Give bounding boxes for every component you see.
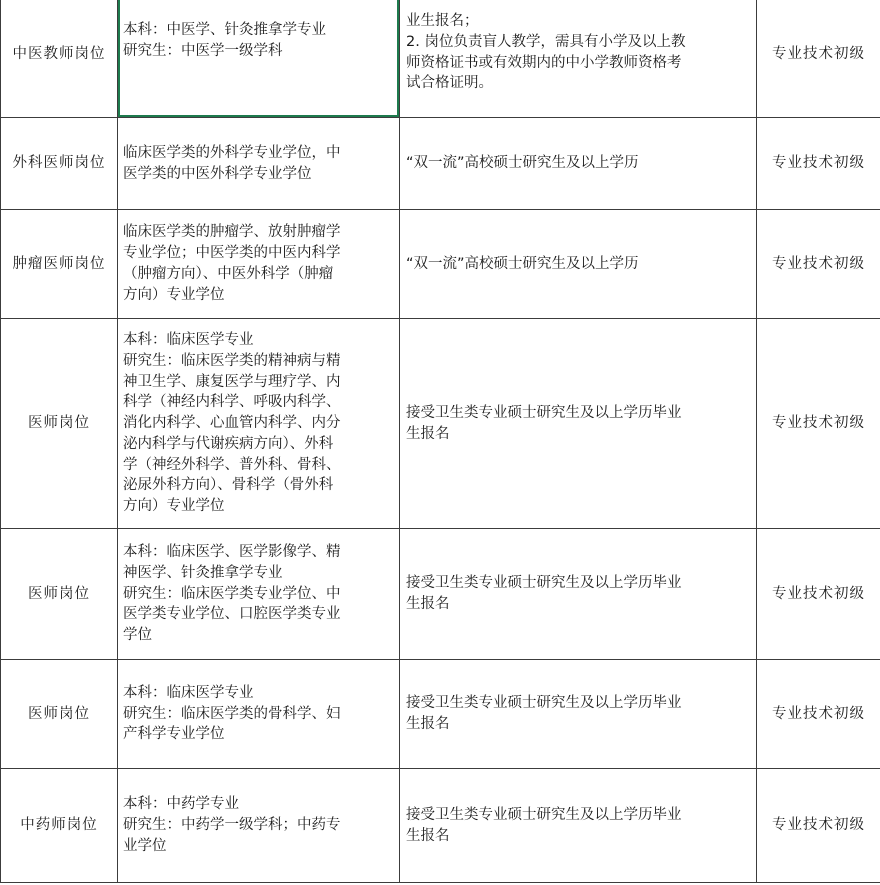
major-line: 业学位	[123, 837, 167, 854]
requirement-line: “双一流”高校硕士研究生及以上学历	[406, 155, 639, 172]
major-line: 医学类的中医外科学专业学位	[123, 165, 312, 182]
major-line: 研究生：临床医学类的精神病与精	[123, 352, 341, 369]
major-line: 专业学位；中医学类的中医内科学	[123, 245, 341, 262]
major-cell[interactable]	[118, 118, 400, 210]
table-row[interactable]	[1, 210, 880, 319]
major-line: 科学（神经内科学、呼吸内科学、	[123, 394, 341, 411]
requirement-line: 师资格证书或有效期内的中小学教师资格考	[406, 54, 682, 71]
table-row[interactable]	[1, 660, 880, 769]
major-line: 研究生：中医学一级学科	[123, 42, 283, 59]
major-line: 神医学、针灸推拿学专业	[123, 564, 283, 581]
position-cell[interactable]: 中药师岗位	[1, 769, 118, 883]
major-line: （肿瘤方向）、中医外科学（肿瘤	[123, 266, 334, 282]
requirement-line: 生报名	[406, 716, 450, 732]
requirement-cell[interactable]	[400, 769, 757, 883]
major-cell[interactable]	[118, 529, 400, 660]
major-line: 本科：临床医学专业	[123, 331, 254, 348]
major-line: 本科：中药学专业	[123, 796, 239, 813]
requirement-cell[interactable]	[400, 210, 757, 319]
requirement-line: 接受卫生类专业硕士研究生及以上学历毕业	[406, 575, 682, 592]
major-cell[interactable]	[118, 319, 400, 529]
major-line: 医学类专业学位、口腔医学类专业	[123, 606, 341, 623]
requirement-line: 生报名	[406, 827, 450, 844]
major-line: 本科：临床医学专业	[123, 684, 254, 701]
requirement-cell[interactable]	[400, 529, 757, 660]
major-line: 产科学专业学位	[123, 726, 225, 743]
clipped-requirement-line	[406, 0, 750, 11]
major-line: 消化内科学、心血管内科学、内分	[123, 415, 341, 432]
position-cell[interactable]: 医师岗位	[1, 529, 118, 660]
level-cell[interactable]: 专业技术初级	[757, 210, 880, 319]
position-cell[interactable]: 肿瘤医师岗位	[1, 210, 118, 319]
table-row[interactable]	[1, 0, 880, 118]
major-line: 方向）专业学位	[123, 286, 225, 303]
major-line: 神卫生学、康复医学与理疗学、内	[123, 373, 341, 390]
requirement-line: 接受卫生类专业硕士研究生及以上学历毕业	[406, 806, 682, 823]
major-line: 学位	[123, 627, 152, 644]
level-cell[interactable]: 专业技术初级	[757, 319, 880, 529]
requirement-line: 接受卫生类专业硕士研究生及以上学历毕业	[406, 695, 682, 712]
position-cell[interactable]: 医师岗位	[1, 660, 118, 769]
table-row[interactable]	[1, 529, 880, 660]
requirement-line: 试合格证明。	[406, 75, 493, 92]
requirement-line: 接受卫生类专业硕士研究生及以上学历毕业	[406, 404, 682, 421]
requirement-line: 2. 岗位负责盲人教学，需具有小学及以上教	[406, 33, 686, 50]
major-line: 本科：中医学、针灸推拿学专业	[123, 22, 326, 38]
requirement-cell[interactable]	[400, 319, 757, 529]
major-line: 方向）专业学位	[123, 498, 225, 515]
requirement-cell[interactable]	[400, 0, 757, 118]
major-cell[interactable]	[118, 210, 400, 319]
requirement-line: 生报名	[406, 425, 450, 442]
requirement-line: 业生报名；	[406, 13, 479, 29]
table-row[interactable]	[1, 319, 880, 529]
position-cell[interactable]: 外科医师岗位	[1, 118, 118, 210]
level-cell[interactable]: 专业技术初级	[757, 660, 880, 769]
major-cell[interactable]	[118, 769, 400, 883]
major-line: 学（神经外科学、普外科、骨科、	[123, 456, 341, 473]
level-cell[interactable]: 专业技术初级	[757, 529, 880, 660]
requirement-line: “双一流”高校硕士研究生及以上学历	[406, 255, 639, 272]
requirement-line: 生报名	[406, 596, 450, 612]
major-cell[interactable]	[118, 0, 400, 118]
major-cell[interactable]	[118, 660, 400, 769]
major-line: 临床医学类的外科学专业学位，中	[123, 144, 341, 161]
position-cell[interactable]: 医师岗位	[1, 319, 118, 529]
position-cell[interactable]: 中医教师岗位	[1, 0, 118, 118]
level-cell[interactable]: 专业技术初级	[757, 0, 880, 118]
table-row[interactable]	[1, 769, 880, 883]
requirement-cell[interactable]	[400, 118, 757, 210]
major-line: 泌内科学与代谢疾病方向）、外科	[123, 435, 334, 452]
major-line: 临床医学类的肿瘤学、放射肿瘤学	[123, 224, 341, 241]
major-line: 研究生：临床医学类的骨科学、妇	[123, 705, 341, 722]
requirement-cell[interactable]	[400, 660, 757, 769]
level-cell[interactable]: 专业技术初级	[757, 769, 880, 883]
level-cell[interactable]: 专业技术初级	[757, 118, 880, 210]
major-line: 研究生：临床医学类专业学位、中	[123, 585, 341, 602]
major-line: 研究生：中药学一级学科；中药专	[123, 817, 341, 834]
table-row[interactable]	[1, 118, 880, 210]
major-line: 泌尿外科方向）、骨科学（骨外科	[123, 477, 334, 494]
major-line: 本科：临床医学、医学影像学、精	[123, 544, 341, 560]
